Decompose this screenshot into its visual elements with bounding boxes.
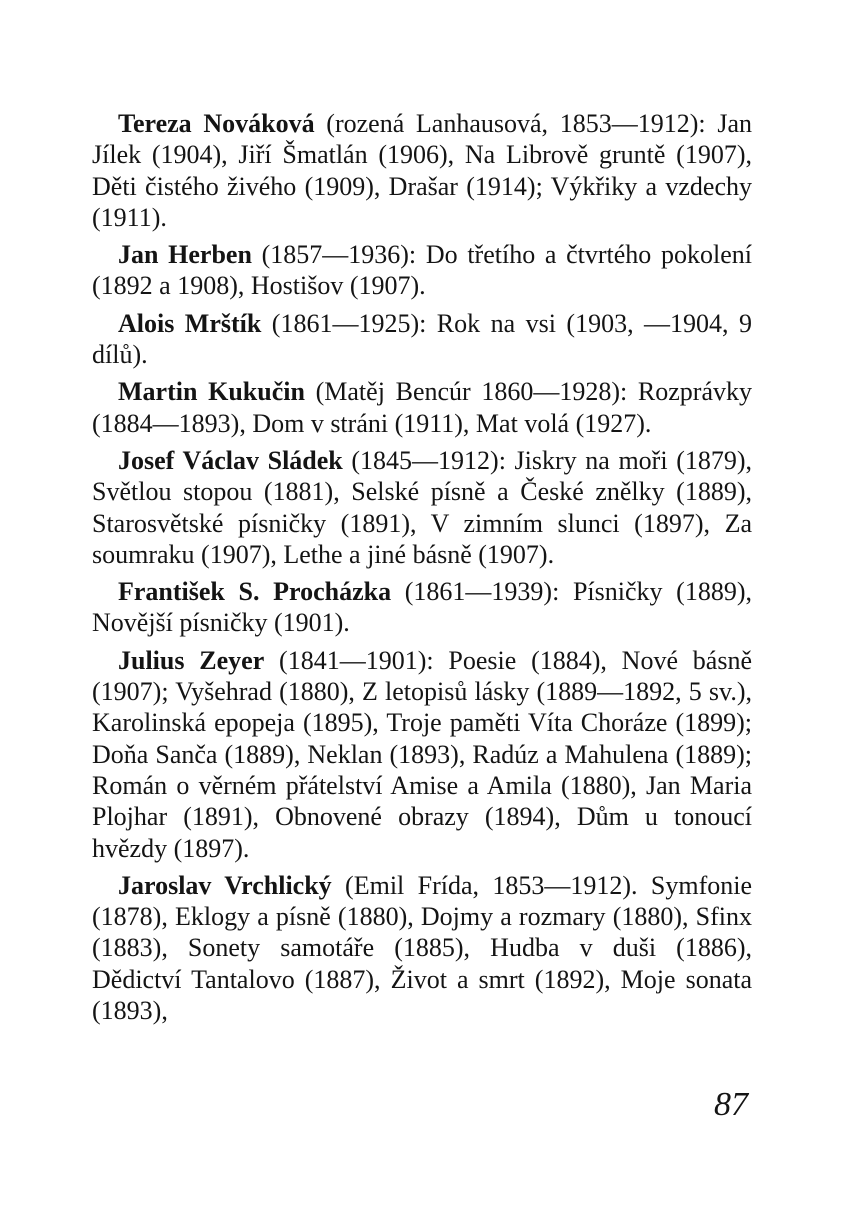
author-name: Josef Václav Sládek bbox=[118, 445, 343, 475]
entry-works: (1845—1912): Jiskry na moři (1879), Světlou stopou (1881), Selské písně a České znělky (1889), Starosvětské písničky (1891), V zimním slunci (1897), Za soumraku (1907), Lethe a jiné básně (1907). bbox=[92, 445, 753, 569]
entry-martin-kukucin bbox=[92, 376, 752, 439]
entry-jan-herben bbox=[92, 239, 752, 302]
entry-julius-zeyer bbox=[92, 645, 752, 864]
author-name: Jaroslav Vrchlický bbox=[118, 870, 332, 900]
author-name: Martin Kukučin bbox=[118, 377, 305, 407]
entry-works: (1841—1901): Poesie (1884), Nové básně (1907); Vyšehrad (1880), Z letopisů lásky (1889—1892, 5 sv.), Karolinská epopeja (1895), Troje paměti Víta Choráze (1899); Doňa Sanča (1889), Neklan (1893), Radúz a Mahulena (1889); Román o věrném přátelství Amise a Amila (1880), Jan Maria Plojhar (1891), Obnovené obrazy (1894), Dům u tonoucí hvězdy (1897). bbox=[92, 645, 752, 863]
entry-alois-mrstik bbox=[92, 308, 752, 371]
entry-works: (1857—1936): Do třetího a čtvrtého pokolení (1892 a 1908), Hostišov (1907). bbox=[92, 240, 752, 301]
page-number: 87 bbox=[714, 1086, 748, 1123]
entry-works: (Emil Frída, 1853—1912). Symfonie (1878), Eklogy a písně (1880), Dojmy a rozmary (1880), Sfinx (1883), Sonety samotáře (1885), Hudba v duši (1886), Dědictví Tantalovo (1887), Život a smrt (1892), Moje sonata (1893), bbox=[92, 870, 753, 1026]
author-name: Alois Mrštík bbox=[118, 308, 262, 338]
entry-works: (1861—1939): Písničky (1889), Novější písničky (1901). bbox=[92, 577, 752, 638]
entry-works: (1861—1925): Rok na vsi (1903, —1904, 9 dílů). bbox=[92, 308, 752, 370]
author-name: Jan Herben bbox=[118, 240, 252, 270]
author-name: Tereza Nováková bbox=[118, 109, 315, 138]
book-page-text bbox=[92, 108, 752, 1032]
author-name: Julius Zeyer bbox=[118, 645, 265, 675]
entry-jaroslav-vrchlicky bbox=[92, 870, 752, 1026]
entry-tereza-novakova bbox=[92, 108, 752, 233]
author-name: František S. Procházka bbox=[118, 577, 392, 607]
entry-works: (Matěj Bencúr 1860—1928): Rozprávky (1884—1893), Dom v stráni (1911), Mat volá (1927). bbox=[92, 377, 752, 438]
entry-frantisek-prochazka bbox=[92, 576, 752, 639]
entry-josef-vaclav-sladek bbox=[92, 445, 752, 570]
entry-works: (rozená Lanhausová, 1853—1912): Jan Jílek (1904), Jiří Šmatlán (1906), Na Librově gruntě (1907), Děti čistého živého (1909), Drašar (1914); Výkřiky a vzdechy (1911). bbox=[92, 109, 752, 232]
